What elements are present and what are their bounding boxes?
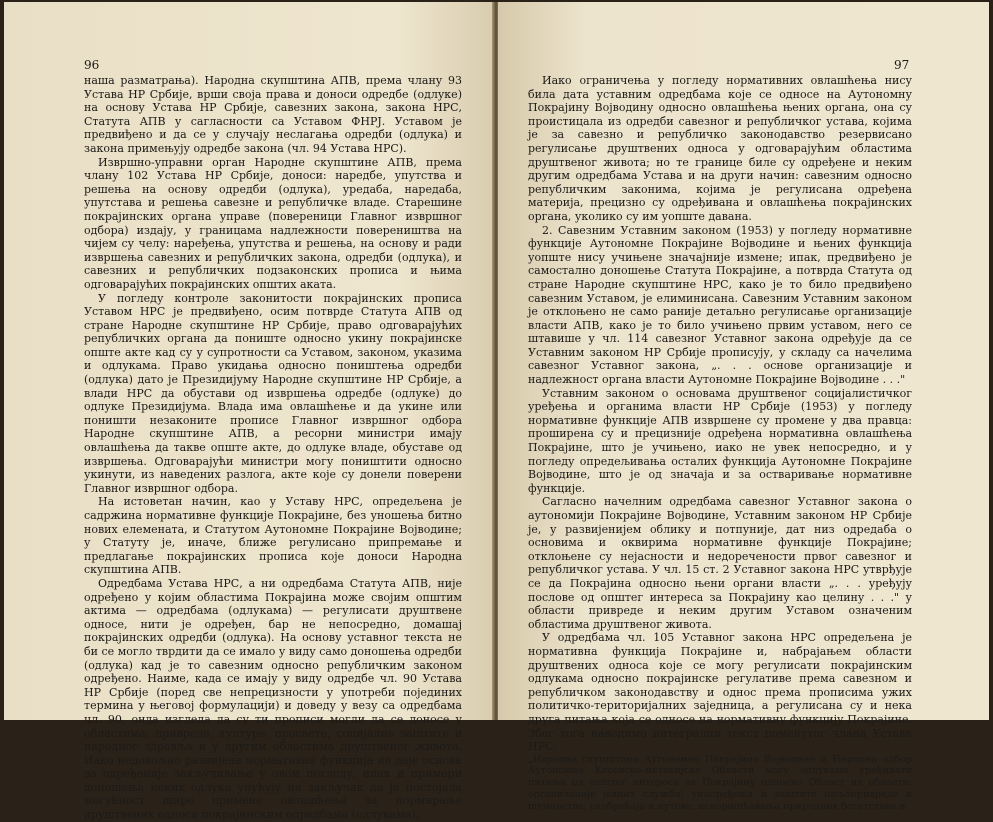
left-page <box>4 2 494 822</box>
book-spread <box>4 2 989 822</box>
right-page <box>498 2 989 812</box>
paragraph: Иако ограничења у погледу нормативних овлашћења нису била дата уставним одредбама које се односе на Аутономну Покрајину Војводину односно овлашћења њених органа, она су проистицала из одредби савезног и републичког устава, којима је за савезно и републичко законодавство резервисано регулисање друштвених односа у одговарајућим областима друштвеног живота; но те границе биле су одређене и неким другим одредбама Устава и на други начин: савезним односно републичким законима, којима је регулисана одређена материја, прецизно су одређивана и овлашћења покрајинских органа, уколико су им уопште давана. <box>528 74 912 223</box>
paragraph: У одредбама чл. 105 Уставног закона НРС опредељена је нормативна функција Покрајине и, набрајањем области друштвених односа које се могу регулисати покрајинским одлукама односно покрајинске регулативе према савезном и републичком законодавству и однос према прописима ужих политичко-територијалних заједница, а регулисана су и нека друга питања која се односе на нормативну функцију Покрајине. Због тога наводимо интегрални текст поменутог члана Устава НРС: <box>528 631 912 754</box>
paragraph: На истоветан начин, као у Уставу НРС, опредељена је садржина нормативне функције Покрајине, без уношења битно нових елемената, и Статутом Аутономне Покрајине Војводине; у Статуту је, иначе, ближе регулисано припремање и предлагање покрајинских прописа које доноси Народна скупштина АПВ. <box>84 495 462 577</box>
paragraph: Одредбама Устава НРС, а ни одредбама Статута АПВ, није одређено у којим областима Покрајина може својим општим актима — одредбама (одлукама) — регулисати друштвене односе, нити је одређен, бар не непосредно, домашај покрајинских одредби (одлука). На основу уставног текста не би се могло тврдити да се имало у виду само доношења одредби (одлука) кад је то савезним односно републичким законом одређено. Наиме, када се имају у виду одредбе чл. 90 Устава НР Србије (поред све непрецизности у употреби појединих термина у његовој формулацији) и доведу у везу са одредбама чл. 90, онда изгледа да су ти прописи могли да се доносе у областима: привреде, културе, просвете, социјалне заштите и народног здравља и у другим областима друштвеног живота. Иако недовољно развијена нормативна функција не даје основа за одређеније закључивање у овом погледу, ипак и примери доношења неких одлука упућују на закључак да је постојала могућност шире примене овлашћења за нормирање друштвених односа покрајинским одредбама (одлукама). <box>84 576 462 822</box>
page-number: 97 <box>894 58 910 72</box>
paragraph: У погледу контроле законитости покрајинских прописа Уставом НРС је предвиђено, осим потврде Статута АПВ од стране Народне скупштине НР Србије, право одговарајућих републичких органа да пониште односно укину покрајинске опште акте кад су у супротности са Уставом, законом, указима и одлукама. Право укидања односно поништења одредби (одлука) дато је Президијуму Народне скупштине НР Србије, а влади НРС да обустави од извршења одредбе (одлуке) до одлуке Президијума. Влада има овлашћење и да укине или поништи незаконите прописе Главног извршног одбора Народне скупштине АПВ, а ресорни министри имају овлашћења да такве опште акте, до одлуке владе, обуставе од извршења. Одговарајући министри могу поништити односно укинути, из наведених разлога, акте које су донели поверени Главног извршног одбора. <box>84 291 462 495</box>
paragraph: 2. Савезним Уставним законом (1953) у погледу нормативне функције Аутономне Покрајине Војводине и њених функција уопште нису учињене значајније измене; ипак, предвиђено је самостално доношење Статута Покрајине, а потврда Статута од стране Народне скупштине НРС, како је то било предвиђено савезним Уставом, је елиминисана. Савезним Уставним законом је отклоњено не само раније детаљно регулисање организације власти АПВ, како је то било учињено првим уставом, него се штавише у чл. 114 савезног Уставног закона одређује да се Уставним законом НР Србије прописују, у складу са начелима савезног Уставног закона, „. . . основе организације и надлежност органа власти Аутономне Покрајине Војводине . . ." <box>528 223 912 387</box>
paragraph: наша разматрања). Народна скупштина АПВ, према члану 93 Устава НР Србије, врши своја права и доноси одредбе (одлуке) на основу Устава НР Србије, савезних закона, закона НРС, Статута АПВ у сагласности са Уставом ФНРЈ. Уставом је предвиђено и да се у случају неслагања одредби (одлука) и закона примењују одредбе закона (чл. 94 Устава НРС). <box>84 74 462 155</box>
page-body <box>84 74 462 822</box>
block-quote: „Народна скупштина Аутономне Покрајине Војводине и Народни одбор Аутономне Косовско-метохијске Области могу одлукама уређивати питања од општег интереса за Покрајину односно Област из области: организације јавних служби; унапређења и заштите пољопривреде и шумарства; саобраћаја и путева; искоришћавања природних богатстава и <box>528 753 912 812</box>
paragraph: Сагласно начелним одредбама савезног Уставног закона о аутономији Покрајине Војводине, Уставним законом НР Србије је, у развијенијем облику и потпуније, дат низ одредаба о основима и оквирима нормативне функције Покрајине; отклоњене су нејасности и недоречености првог савезног и републичког устава. У чл. 15 ст. 2 Уставног закона НРС утврђује се да Покрајина односно њени органи власти „. . . уређују послове од општег интереса за Покрајину као целину . . ." у области привреде и неким другим Уставом означеним областима друштвеног живота. <box>528 495 912 631</box>
paragraph: Уставним законом о основама друштвеног социјалистичког уређења и органима власти НР Србије (1953) у погледу нормативне функције АПВ извршене су промене у два правца: проширена су и прецизније одређена нормативна овлашћења Покрајине, што је учињено, иако не увек непосредно, и у погледу опредељивања осталих функција Аутономне Покрајине Војводине, што је од значаја и за остваривање нормативне функције. <box>528 386 912 495</box>
page-body <box>528 74 912 813</box>
page-number: 96 <box>84 58 100 72</box>
paragraph: Извршно-управни орган Народне скупштине АПВ, према члану 102 Устава НР Србије, доноси: наредбе, упутства и решења на основу одредби (одлука), уредаба, наредаба, упутстава и решења савезне и републичке владе. Старешине покрајинских органа управе (повереници Главног извршног одбора) издају, у границама надлежности повереништва на чијем су челу: наређења, упутства и решења, на основу и ради извршења савезних и републичких закона, одредби (одлука), и савезних и републичких подзаконских прописа и њима одговарајућих покрајинских општих аката. <box>84 155 462 291</box>
